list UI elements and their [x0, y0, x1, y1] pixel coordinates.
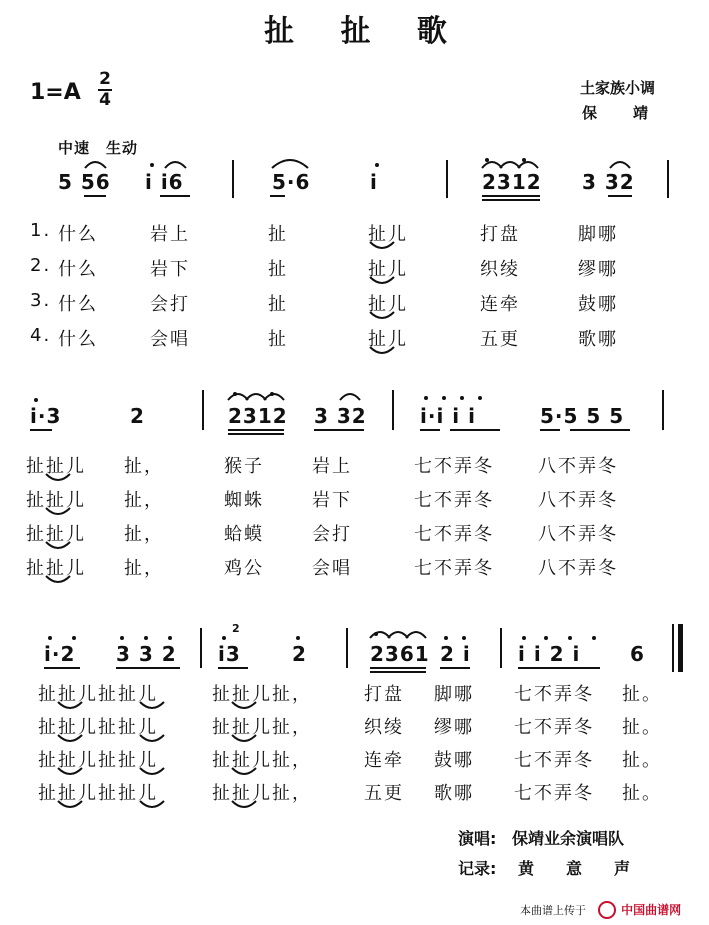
lyric: 鸡公 — [224, 558, 264, 579]
lyric: 会唱 — [312, 558, 352, 579]
s3-m1-beat2: 3 3 2 — [116, 642, 177, 666]
recorder-name: 黄 意 声 — [518, 859, 631, 878]
s2-m3-beat1: i·i i i — [420, 404, 476, 428]
verse-number: 2. — [30, 255, 52, 276]
lyric: 扯 — [268, 259, 288, 280]
lyric: 扯 — [268, 329, 288, 350]
lyric: 鼓哪 — [434, 750, 474, 771]
lyric: 扯， — [124, 456, 164, 477]
s1-m3-beat1: 2312 — [482, 170, 542, 194]
song-title: 扯 扯 歌 — [264, 14, 465, 49]
lyric: 扯， — [124, 490, 164, 511]
lyric: 扯。 — [622, 783, 662, 804]
lyric: 七不弄冬 — [514, 783, 594, 804]
lyric: 会打 — [312, 524, 352, 545]
s3-m3-beat2: 2 i — [440, 642, 471, 666]
lyric: 歌哪 — [434, 783, 474, 804]
s2-m2-beat2: 3 32 — [314, 404, 367, 428]
lyric: 脚哪 — [578, 224, 618, 245]
lyric: 扯扯儿扯扯儿 — [38, 684, 158, 705]
lyric: 蜘蛛 — [224, 490, 264, 511]
lyric: 扯。 — [622, 750, 662, 771]
s2-m1-beat2: 2 — [130, 404, 145, 428]
lyric: 七不弄冬 — [414, 456, 494, 477]
lyric: 缪哪 — [434, 717, 474, 738]
slur — [482, 162, 502, 168]
lyric: 扯扯儿 — [26, 558, 86, 579]
slur — [85, 162, 106, 168]
lyric: 扯儿 — [368, 294, 408, 315]
recorder-label: 记录: — [458, 859, 497, 878]
lyric: 扯扯儿扯， — [212, 717, 312, 738]
verse-number: 4. — [30, 325, 52, 346]
s1-m2-beat2: i — [370, 170, 378, 194]
lyric: 扯儿 — [368, 259, 408, 280]
verse-number: 3. — [30, 290, 52, 311]
upload-note: 本曲谱上传于 — [520, 904, 586, 917]
lyric: 会唱 — [150, 329, 190, 350]
s3-m2-beat1: i3 — [218, 642, 241, 666]
lyric: 什么 — [58, 294, 98, 315]
slur — [165, 162, 186, 168]
lyric: 会打 — [150, 294, 190, 315]
slur — [272, 160, 308, 168]
lyric: 歌哪 — [578, 329, 618, 350]
lyric: 七不弄冬 — [514, 717, 594, 738]
lyric: 七不弄冬 — [414, 490, 494, 511]
lyric: 扯 — [268, 294, 288, 315]
tempo-marking: 中速 生动 — [58, 139, 139, 157]
lyric: 扯儿 — [368, 224, 408, 245]
s2-m2-beat1: 2312 — [228, 404, 288, 428]
s1-m3-beat2: 3 32 — [582, 170, 635, 194]
lyric: 扯扯儿扯， — [212, 684, 312, 705]
lyric: 扯， — [124, 524, 164, 545]
lyric: 连牵 — [364, 750, 404, 771]
lyric: 七不弄冬 — [414, 524, 494, 545]
lyric: 打盘 — [364, 684, 404, 705]
slur — [610, 162, 630, 168]
s1-m1-beat2: i i6 — [145, 170, 184, 194]
lyric: 岩上 — [312, 456, 352, 477]
lyric: 扯扯儿 — [26, 456, 86, 477]
key-signature: 1=A — [30, 80, 81, 105]
site-brand: 中国曲谱网 — [621, 903, 682, 917]
lyric: 八不弄冬 — [538, 558, 618, 579]
lyric: 扯。 — [622, 717, 662, 738]
lyric: 八不弄冬 — [538, 524, 618, 545]
lyric: 猴子 — [224, 456, 264, 477]
slur — [500, 162, 520, 168]
song-source: 土家族小调 — [580, 79, 656, 97]
s2-m1-beat1: i·3 — [30, 404, 62, 428]
lyric: 连牵 — [480, 294, 520, 315]
s3-m2-beat2: 2 — [292, 642, 307, 666]
lyric: 五更 — [364, 783, 404, 804]
lyric: 扯扯儿扯， — [212, 783, 312, 804]
lyric: 什么 — [58, 259, 98, 280]
lyric: 岩下 — [150, 259, 190, 280]
lyric: 扯扯儿 — [26, 524, 86, 545]
lyric: 岩上 — [150, 224, 190, 245]
s1-m2-beat1: 5·6 — [272, 170, 311, 194]
lyric: 扯， — [124, 558, 164, 579]
lyric: 缪哪 — [578, 259, 618, 280]
s3-m4-beat2: 6 — [630, 642, 645, 666]
singer-name: 保靖业余演唱队 — [512, 829, 625, 848]
lyric: 扯扯儿扯， — [212, 750, 312, 771]
lyric: 七不弄冬 — [514, 684, 594, 705]
s1-m1-beat1: 5 56 — [58, 170, 111, 194]
lyric: 打盘 — [480, 224, 520, 245]
lyric: 织绫 — [364, 717, 404, 738]
slur — [518, 162, 538, 168]
singer-label: 演唱: — [458, 829, 497, 848]
lyric: 织绫 — [480, 259, 520, 280]
lyric: 蛤蟆 — [224, 524, 264, 545]
song-region: 保 靖 — [582, 104, 651, 122]
lyric: 七不弄冬 — [414, 558, 494, 579]
s2-m3-beat2: 5·5 5 5 — [540, 404, 625, 428]
lyric: 扯扯儿扯扯儿 — [38, 783, 158, 804]
site-logo-icon — [598, 901, 616, 919]
lyric: 岩下 — [312, 490, 352, 511]
lyric: 脚哪 — [434, 684, 474, 705]
grace-note: 2 — [232, 622, 240, 635]
lyric: 五更 — [480, 329, 520, 350]
lyric: 鼓哪 — [578, 294, 618, 315]
time-sig-bottom: 4 — [99, 90, 111, 110]
lyric: 八不弄冬 — [538, 490, 618, 511]
lyric: 七不弄冬 — [514, 750, 594, 771]
verse-number: 1. — [30, 220, 52, 241]
lyric: 扯儿 — [368, 329, 408, 350]
s3-m1-beat1: i·2 — [44, 642, 76, 666]
lyric: 什么 — [58, 329, 98, 350]
s3-m4-beat1: i i 2 i — [518, 642, 581, 666]
lyric: 扯扯儿扯扯儿 — [38, 717, 158, 738]
lyric: 扯。 — [622, 684, 662, 705]
lyric: 什么 — [58, 224, 98, 245]
s3-m3-beat1: 2361 — [370, 642, 430, 666]
site-logo — [598, 899, 681, 919]
lyric: 扯扯儿扯扯儿 — [38, 750, 158, 771]
time-sig-top: 2 — [99, 69, 111, 89]
lyric: 扯扯儿 — [26, 490, 86, 511]
lyric: 八不弄冬 — [538, 456, 618, 477]
lyric: 扯 — [268, 224, 288, 245]
